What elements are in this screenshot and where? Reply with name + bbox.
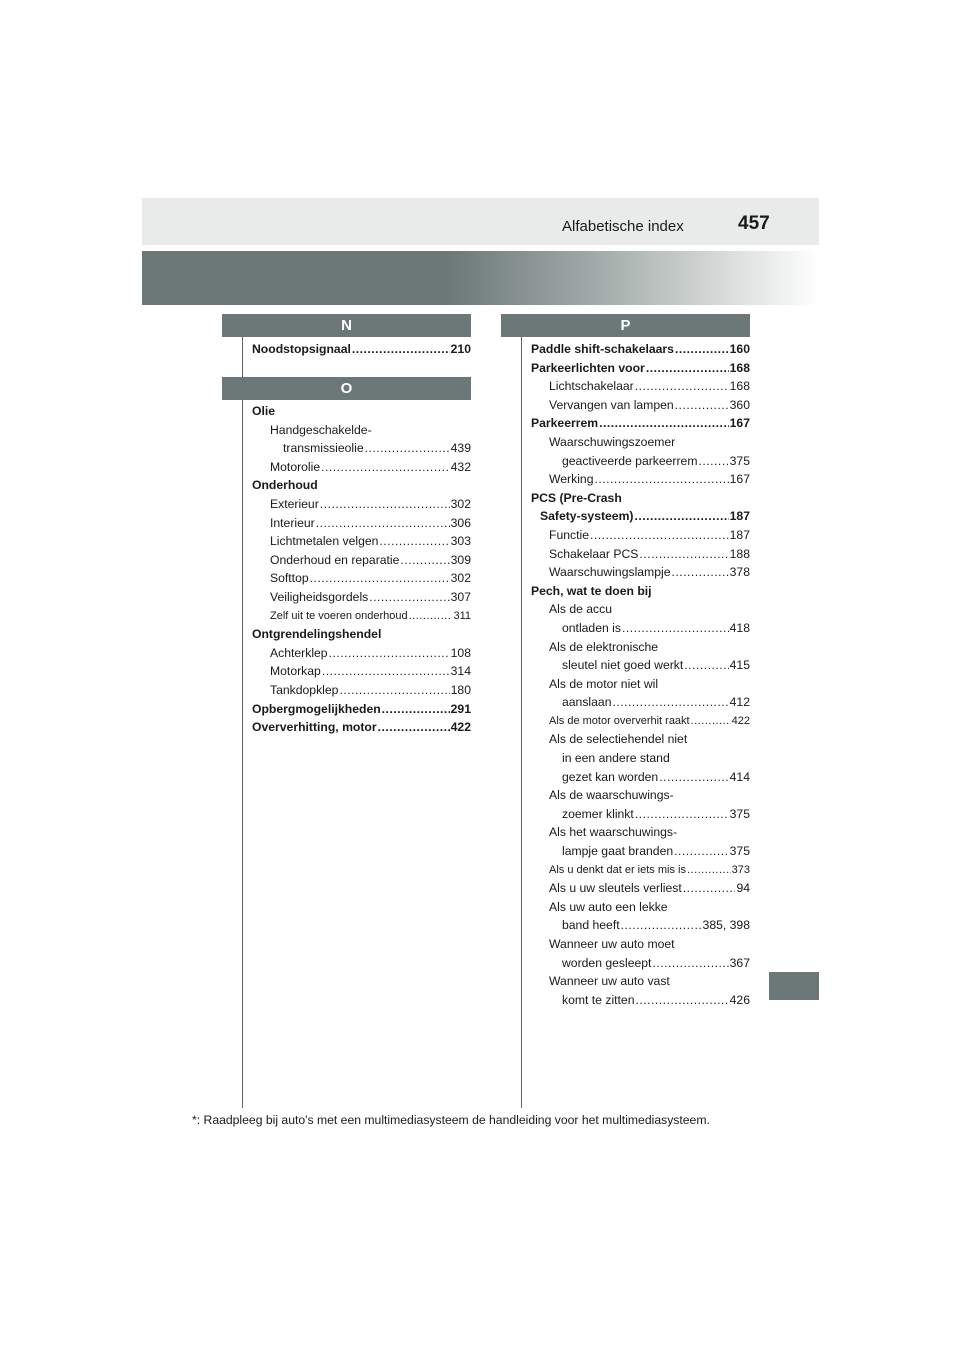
index-entry-term: gezet kan worden	[562, 769, 659, 784]
index-entry-page[interactable]: 303	[450, 534, 471, 549]
index-entry	[531, 656, 750, 675]
dot-leader	[671, 563, 728, 582]
index-entry-term: Lichtschakelaar	[549, 379, 634, 394]
index-entry-page[interactable]: 168	[729, 379, 750, 394]
index-entry	[531, 972, 750, 991]
index-entry	[252, 458, 471, 477]
index-entry-page[interactable]: 414	[729, 769, 750, 784]
index-entry-page[interactable]: 375	[729, 844, 750, 859]
index-entry	[252, 569, 471, 588]
index-entry-page[interactable]: 291	[450, 701, 471, 716]
index-entry-page[interactable]: 306	[450, 515, 471, 530]
index-entry-page[interactable]: 360	[729, 397, 750, 412]
dot-leader	[599, 414, 729, 433]
index-entry-term: Functie	[549, 527, 589, 542]
index-entry-term: Opbergmogelijkheden	[252, 701, 381, 716]
index-list-n	[252, 340, 471, 359]
dot-leader	[635, 991, 728, 1010]
dot-leader	[646, 359, 729, 378]
index-entry-term: Olie	[252, 404, 276, 418]
dot-leader	[409, 607, 453, 626]
dot-leader	[635, 377, 729, 396]
index-entry	[531, 768, 750, 787]
index-entry-page[interactable]: 422	[731, 714, 750, 727]
index-entry-page[interactable]: 187	[729, 527, 750, 542]
index-entry	[531, 470, 750, 489]
index-entry	[252, 551, 471, 570]
dot-leader	[684, 656, 728, 675]
index-list-o	[252, 402, 471, 737]
index-entry	[531, 786, 750, 805]
dot-leader	[674, 842, 729, 861]
letter-header-n: N	[222, 314, 471, 337]
index-entry-page[interactable]: 367	[729, 955, 750, 970]
index-entry-page[interactable]: 415	[729, 658, 750, 673]
index-entry	[531, 842, 750, 861]
index-entry	[531, 414, 750, 433]
dot-leader	[329, 644, 450, 663]
section-title: Alfabetische index	[562, 218, 684, 235]
index-entry	[531, 675, 750, 694]
dot-leader	[316, 514, 450, 533]
index-entry-page[interactable]: 385, 398	[702, 918, 750, 933]
index-entry-term: Exterieur	[270, 496, 319, 511]
dot-leader	[639, 545, 728, 564]
index-entry-term: Waarschuwingslampje	[549, 565, 671, 580]
index-entry	[531, 619, 750, 638]
dot-leader	[382, 700, 450, 719]
letter-header-p: P	[501, 314, 750, 337]
index-entry-page[interactable]: 187	[729, 509, 750, 524]
index-entry-term: Noodstopsignaal	[252, 342, 351, 356]
index-entry	[531, 582, 750, 601]
index-entry	[531, 359, 750, 378]
index-entry-term: Zelf uit te voeren onderhoud	[270, 609, 408, 622]
dot-leader	[622, 619, 729, 638]
index-entry	[531, 638, 750, 657]
index-entry-term: Handgeschakelde-	[270, 422, 372, 437]
index-entry-page[interactable]: 432	[450, 459, 471, 474]
index-entry-term: zoemer klinkt	[562, 806, 634, 821]
index-entry-term: Waarschuwingszoemer	[549, 434, 676, 449]
index-list-p	[531, 340, 750, 1009]
index-entry-page[interactable]: 373	[731, 863, 750, 876]
index-entry-term: transmissieolie	[283, 441, 364, 456]
index-entry	[531, 433, 750, 452]
dot-leader	[699, 452, 729, 471]
index-entry-term: aanslaan	[562, 695, 612, 710]
chapter-thumb-tab	[769, 972, 819, 1000]
index-entry-term: Vervangen van lampen	[549, 397, 674, 412]
index-entry-page[interactable]: 311	[453, 609, 471, 622]
index-entry-page[interactable]: 426	[729, 992, 750, 1007]
dot-leader	[659, 768, 728, 787]
index-entry	[531, 861, 750, 880]
index-entry	[531, 600, 750, 619]
index-entry	[531, 991, 750, 1010]
index-entry	[252, 495, 471, 514]
dot-leader	[352, 340, 450, 359]
index-entry-term: Als u denkt dat er iets mis is	[549, 863, 686, 876]
index-entry-term: Lichtmetalen velgen	[270, 534, 379, 549]
index-entry-term: Motorolie	[270, 459, 321, 474]
index-entry	[531, 749, 750, 768]
index-entry-page[interactable]: 412	[729, 695, 750, 710]
index-entry-page[interactable]: 375	[729, 453, 750, 468]
index-entry-term: in een andere stand	[562, 751, 670, 766]
index-entry	[531, 954, 750, 973]
index-entry-term: sleutel niet goed werkt	[562, 658, 684, 673]
index-entry-term: Schakelaar PCS	[549, 546, 639, 561]
left-column-rule	[242, 336, 243, 1108]
index-entry-page[interactable]: 418	[729, 620, 750, 635]
index-entry-term: band heeft	[562, 918, 620, 933]
index-entry-page[interactable]: 188	[729, 546, 750, 561]
index-entry	[531, 507, 750, 526]
dot-leader	[635, 805, 729, 824]
index-entry	[531, 693, 750, 712]
index-entry-page[interactable]: 302	[450, 571, 471, 586]
index-entry-term: Wanneer uw auto vast	[549, 974, 670, 989]
dot-leader	[379, 532, 449, 551]
index-entry-term: Als het waarschuwings-	[549, 825, 678, 840]
dot-leader	[378, 718, 450, 737]
dot-leader	[339, 681, 449, 700]
header-gradient-band	[142, 251, 819, 305]
index-entry-term: Ontgrendelingshendel	[252, 627, 382, 642]
dot-leader	[365, 439, 450, 458]
index-entry-term: Parkeerrem	[531, 416, 599, 431]
dot-leader	[621, 916, 702, 935]
index-entry-term: komt te zitten	[562, 992, 635, 1007]
index-entry-page[interactable]: 314	[450, 664, 471, 679]
dot-leader	[691, 712, 731, 731]
index-entry	[531, 563, 750, 582]
index-entry-term: PCS (Pre-Crash	[531, 490, 622, 505]
index-entry-page[interactable]: 167	[729, 416, 750, 431]
index-entry-term: Als de accu	[549, 602, 613, 617]
letter-header-o: O	[222, 377, 471, 400]
footnote: *: Raadpleeg bij auto's met een multimediasysteem de handleiding voor het multimediasysteem.	[192, 1113, 710, 1127]
dot-leader	[321, 458, 450, 477]
index-entry-page[interactable]: 168	[729, 360, 750, 375]
index-entry-term: ontladen is	[562, 620, 621, 635]
index-entry	[531, 823, 750, 842]
index-entry-term: Parkeerlichten voor	[531, 360, 645, 375]
index-entry	[252, 532, 471, 551]
index-entry	[252, 439, 471, 458]
index-entry-term: Achterklep	[270, 645, 328, 660]
index-entry-term: Pech, wat te doen bij	[531, 583, 652, 598]
index-entry-term: Onderhoud en reparatie	[270, 552, 400, 567]
index-entry	[252, 402, 471, 421]
dot-leader	[320, 495, 450, 514]
index-entry-page[interactable]: 108	[450, 645, 471, 660]
index-entry-term: Als de motor niet wil	[549, 676, 659, 691]
index-entry	[531, 340, 750, 359]
index-entry-term: geactiveerde parkeerrem	[562, 453, 698, 468]
index-entry	[531, 489, 750, 508]
index-entry-term: Als de selectiehendel niet	[549, 732, 688, 747]
dot-leader	[369, 588, 449, 607]
index-entry	[531, 879, 750, 898]
index-entry	[531, 396, 750, 415]
index-entry	[531, 898, 750, 917]
index-entry	[531, 526, 750, 545]
index-entry-term: Als de waarschuwings-	[549, 788, 674, 803]
index-entry-term: Als de motor oververhit raakt	[549, 714, 690, 727]
index-entry-page[interactable]: 302	[450, 496, 471, 511]
index-entry-term: Tankdopklep	[270, 682, 339, 697]
index-entry-page[interactable]: 94	[736, 881, 750, 896]
index-entry-term: Onderhoud	[252, 478, 318, 493]
index-entry	[531, 452, 750, 471]
right-column-rule	[521, 336, 522, 1108]
index-entry-term: Softtop	[270, 571, 309, 586]
index-entry	[252, 340, 471, 359]
index-entry-page[interactable]: 160	[729, 342, 750, 356]
dot-leader	[675, 340, 729, 359]
index-entry	[252, 476, 471, 495]
index-entry-page[interactable]: 309	[450, 552, 471, 567]
dot-leader	[594, 470, 728, 489]
index-entry-term: Als u uw sleutels verliest	[549, 881, 682, 896]
index-entry-term: Als uw auto een lekke	[549, 899, 668, 914]
index-entry-page[interactable]: 375	[729, 806, 750, 821]
dot-leader	[652, 954, 728, 973]
index-entry	[252, 662, 471, 681]
index-entry	[252, 718, 471, 737]
index-entry	[531, 712, 750, 731]
index-entry-page[interactable]: 439	[450, 441, 471, 456]
index-entry-term: Paddle shift-schakelaars	[531, 342, 674, 356]
index-entry	[252, 588, 471, 607]
index-entry-term: Veiligheidsgordels	[270, 589, 369, 604]
index-entry	[252, 644, 471, 663]
index-entry-term: Wanneer uw auto moet	[549, 937, 675, 951]
index-entry	[531, 805, 750, 824]
index-entry-term: Motorkap	[270, 664, 321, 679]
index-entry	[252, 625, 471, 644]
index-entry	[531, 730, 750, 749]
dot-leader	[675, 396, 729, 415]
index-entry-page[interactable]: 378	[729, 565, 750, 580]
index-entry	[252, 681, 471, 700]
dot-leader	[683, 879, 736, 898]
index-entry-term: Werking	[549, 472, 594, 487]
dot-leader	[687, 861, 731, 880]
dot-leader	[590, 526, 729, 545]
index-entry-term: Safety-systeem)	[540, 509, 634, 524]
index-entry-page[interactable]: 210	[450, 342, 471, 356]
index-entry	[531, 916, 750, 935]
index-entry	[531, 545, 750, 564]
dot-leader	[612, 693, 728, 712]
index-entry-page[interactable]: 180	[450, 682, 471, 697]
index-entry-term: Oververhitting, motor	[252, 720, 377, 735]
index-entry	[531, 377, 750, 396]
index-entry	[531, 935, 750, 954]
index-entry	[252, 700, 471, 719]
dot-leader	[634, 507, 728, 526]
index-entry-term: lampje gaat branden	[562, 844, 674, 859]
dot-leader	[322, 662, 450, 681]
index-entry-term: Interieur	[270, 515, 315, 530]
dot-leader	[310, 569, 450, 588]
index-entry-page[interactable]: 307	[450, 589, 471, 604]
index-entry-term: Als de elektronische	[549, 639, 659, 654]
page-number: 457	[738, 213, 770, 234]
index-entry	[252, 421, 471, 440]
dot-leader	[400, 551, 449, 570]
index-entry	[252, 607, 471, 626]
index-entry-term: worden gesleept	[562, 955, 652, 970]
index-entry	[252, 514, 471, 533]
index-entry-page[interactable]: 422	[450, 720, 471, 735]
index-entry-page[interactable]: 167	[729, 472, 750, 487]
